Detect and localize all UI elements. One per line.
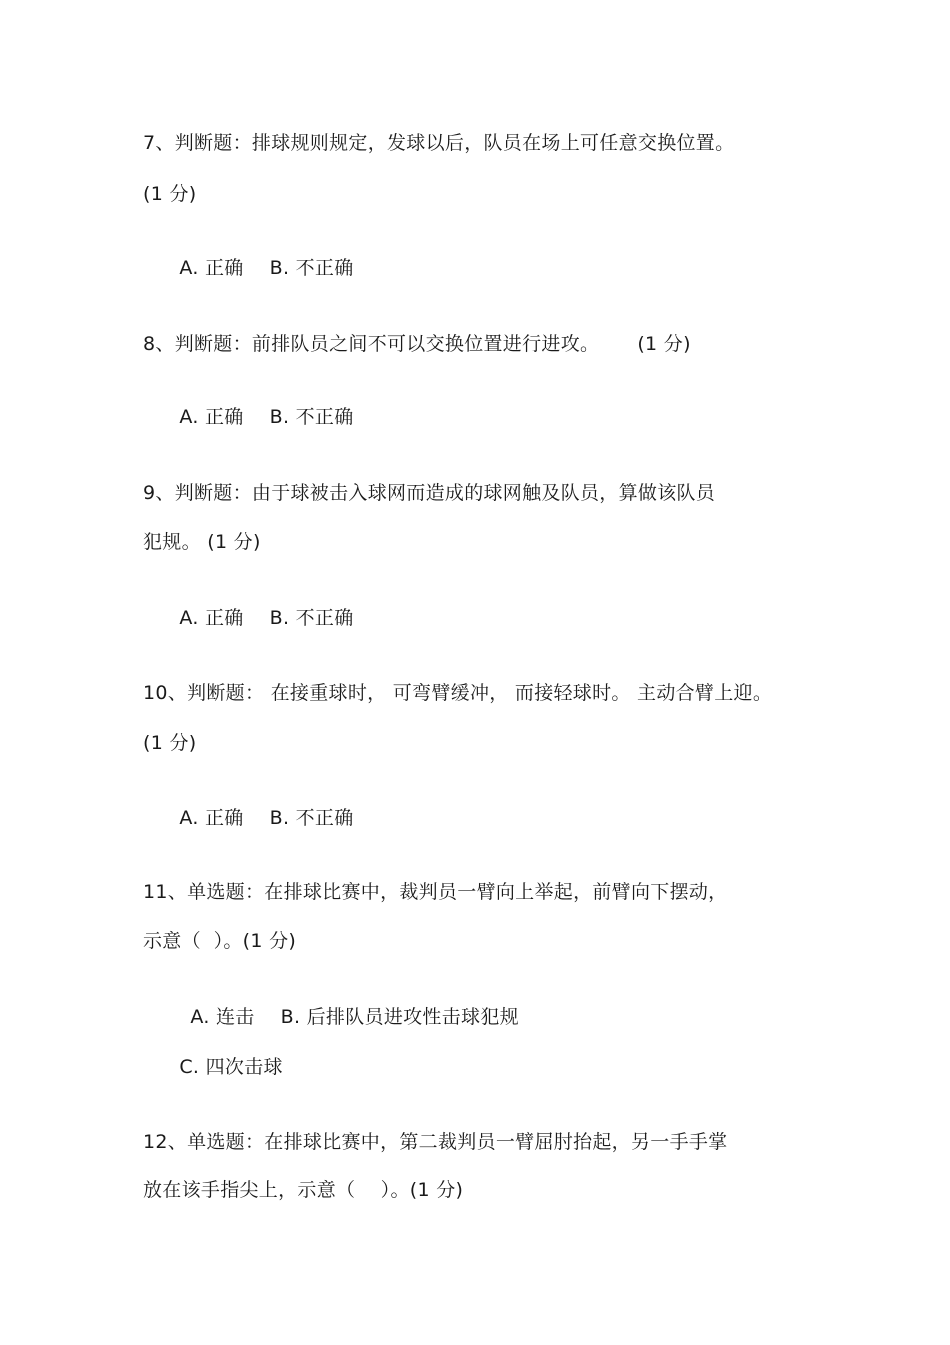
question-12-text-line-1: 12、单选题：在排球比赛中，第二裁判员一臂屈肘抬起，另一手手掌 <box>143 1131 728 1153</box>
question-7-options <box>154 232 354 304</box>
question-8-options <box>154 381 354 453</box>
question-10-text-line-2: (1 分) <box>143 732 197 754</box>
question-10-options <box>154 782 354 854</box>
question-11-text-line-1: 11、单选题：在排球比赛中，裁判员一臂向上举起，前臂向下摆动， <box>143 881 728 903</box>
question-9-option-a[interactable]: A. 正确 <box>179 607 244 629</box>
question-10-text-line-1: 10、判断题： 在接重球时， 可弯臂缓冲， 而接轻球时。 主动合臂上迎。 <box>143 682 773 704</box>
question-12-text-line-2: 放在该手指尖上，示意（ ）。(1 分) <box>143 1179 464 1201</box>
question-10-option-b[interactable]: B. 不正确 <box>269 807 354 829</box>
question-9-option-b[interactable]: B. 不正确 <box>269 607 354 629</box>
question-11-options-row-2 <box>154 1031 283 1103</box>
question-7-text-line-2: (1 分) <box>143 183 197 205</box>
question-7-option-a[interactable]: A. 正确 <box>179 257 244 279</box>
question-7-option-b[interactable]: B. 不正确 <box>269 257 354 279</box>
question-11-text-line-2: 示意（ ）。(1 分) <box>143 930 297 952</box>
question-9-options <box>154 582 354 654</box>
question-8-option-a[interactable]: A. 正确 <box>179 406 244 428</box>
question-9-text-line-2: 犯规。 (1 分) <box>143 531 261 553</box>
question-10-option-a[interactable]: A. 正确 <box>179 807 244 829</box>
question-11-option-c[interactable]: C. 四次击球 <box>179 1056 283 1078</box>
question-9-text-line-1: 9、判断题：由于球被击入球网而造成的球网触及队员，算做该队员 <box>143 482 716 504</box>
question-11-option-b[interactable]: B. 后排队员进攻性击球犯规 <box>280 1006 519 1028</box>
question-7-text-line-1: 7、判断题：排球规则规定，发球以后，队员在场上可任意交换位置。 <box>143 132 735 154</box>
question-8-text-line-1: 8、判断题：前排队员之间不可以交换位置进行进攻。 (1 分) <box>143 333 691 355</box>
question-11-option-a[interactable]: A. 连击 <box>190 1006 255 1028</box>
question-8-option-b[interactable]: B. 不正确 <box>269 406 354 428</box>
